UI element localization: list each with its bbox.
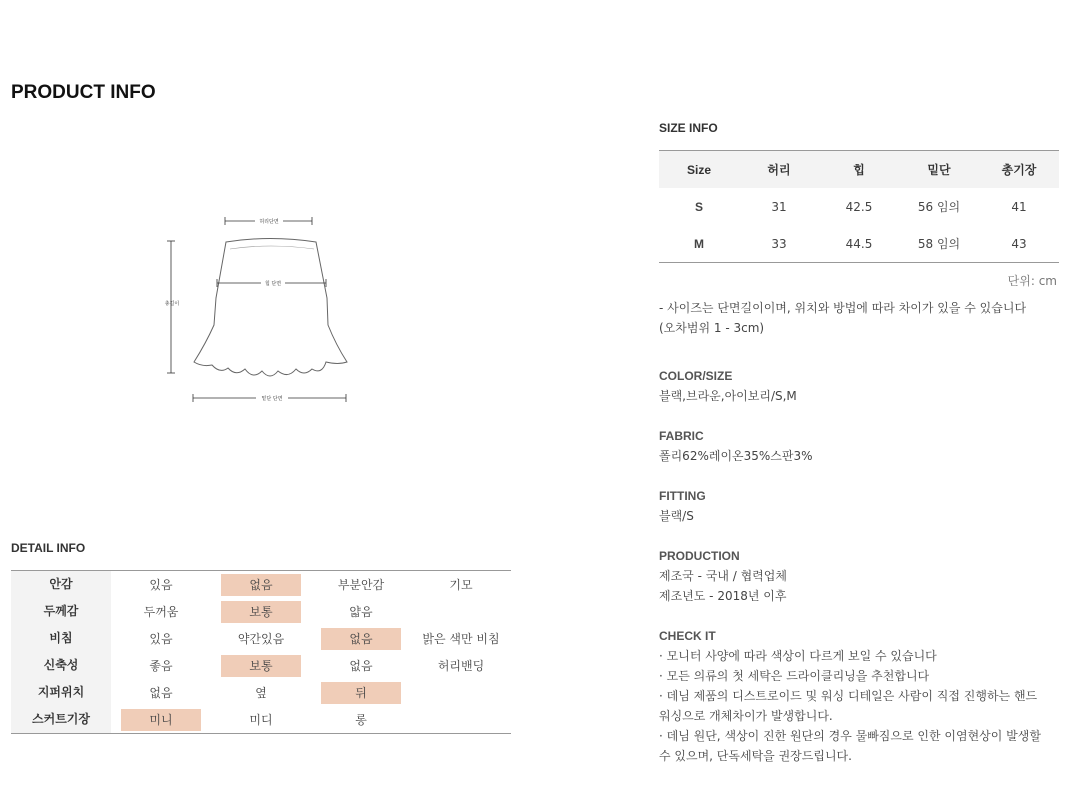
table-cell: 31 bbox=[771, 199, 787, 214]
detail-row-label: 두께감 bbox=[11, 598, 111, 625]
size-table bbox=[659, 150, 1059, 263]
detail-option-cell bbox=[111, 682, 211, 704]
detail-option-cell bbox=[311, 628, 411, 650]
detail-option-cell bbox=[211, 601, 311, 623]
detail-option-selected: 미니 bbox=[121, 709, 201, 731]
detail-option-cell bbox=[111, 655, 211, 677]
unit-label: 단위: cm bbox=[1007, 274, 1057, 288]
detail-option-cell bbox=[311, 682, 411, 704]
detail-option-cell bbox=[111, 628, 211, 650]
detail-option: 허리밴딩 bbox=[437, 658, 485, 673]
detail-option bbox=[421, 707, 501, 729]
fabric-title: FABRIC bbox=[659, 429, 704, 443]
detail-option-selected: 보통 bbox=[221, 601, 301, 623]
detail-option-selected: 뒤 bbox=[321, 682, 401, 704]
header-cell: Size bbox=[686, 162, 711, 177]
production-section bbox=[659, 546, 1064, 606]
table-row bbox=[11, 571, 511, 598]
detail-row-label: 비침 bbox=[11, 625, 111, 652]
table-cell: 44.5 bbox=[845, 236, 873, 251]
detail-option-cell bbox=[311, 574, 411, 596]
detail-row-label: 신축성 bbox=[11, 652, 111, 679]
table-cell: 42.5 bbox=[845, 199, 873, 214]
detail-option-selected: 없음 bbox=[221, 574, 301, 596]
detail-option: 약간있음 bbox=[237, 631, 285, 646]
fabric-section bbox=[659, 426, 1064, 466]
table-cell: 33 bbox=[771, 236, 787, 251]
table-row bbox=[11, 598, 511, 625]
detail-option-cell bbox=[211, 655, 311, 677]
detail-option-cell bbox=[311, 601, 411, 623]
table-cell: 43 bbox=[1011, 236, 1027, 251]
color-size-section bbox=[659, 366, 1064, 406]
detail-option: 밝은 색만 비침 bbox=[422, 631, 500, 646]
detail-option: 미디 bbox=[249, 712, 273, 727]
detail-option: 기모 bbox=[449, 577, 473, 592]
detail-option: 없음 bbox=[149, 685, 173, 700]
hem-label: 밑단 단면 bbox=[261, 396, 283, 402]
table-cell: S bbox=[694, 199, 703, 214]
production-title: PRODUCTION bbox=[659, 549, 740, 563]
length-measure-line bbox=[167, 241, 175, 373]
detail-option: 두꺼움 bbox=[143, 604, 179, 619]
check-it-section bbox=[659, 626, 1064, 766]
skirt-measurement-diagram bbox=[150, 205, 370, 415]
detail-option-cell bbox=[411, 707, 511, 732]
size-table-header bbox=[659, 151, 1059, 188]
table-row bbox=[11, 652, 511, 679]
detail-option-cell bbox=[111, 601, 211, 623]
color-size-title: COLOR/SIZE bbox=[659, 369, 733, 383]
detail-row-label: 지퍼위치 bbox=[11, 679, 111, 706]
detail-option: 부분안감 bbox=[337, 577, 385, 592]
detail-option bbox=[421, 680, 501, 702]
skirt-outline bbox=[194, 239, 347, 377]
table-row bbox=[11, 679, 511, 706]
check-it-line: · 모니터 사양에 따라 색상이 다르게 보일 수 있습니다 bbox=[659, 649, 937, 663]
detail-option-cell bbox=[111, 709, 211, 731]
detail-option: 옆 bbox=[255, 685, 267, 700]
detail-option-cell bbox=[211, 709, 311, 731]
detail-row-label: 스커트기장 bbox=[11, 706, 111, 733]
detail-table bbox=[11, 570, 511, 734]
detail-option: 없음 bbox=[349, 658, 373, 673]
table-cell: M bbox=[694, 236, 704, 251]
detail-option-cell bbox=[211, 574, 311, 596]
header-cell: 힙 bbox=[853, 163, 865, 177]
detail-option-cell bbox=[411, 574, 511, 596]
note-line: (오차범위 1 - 3cm) bbox=[659, 321, 765, 335]
header-cell: 총기장 bbox=[1001, 163, 1037, 177]
check-it-line: 수 있으며, 단독세탁을 권장드립니다. bbox=[659, 749, 852, 763]
table-row bbox=[659, 225, 1059, 262]
table-row bbox=[659, 188, 1059, 225]
detail-info-title: DETAIL INFO bbox=[11, 541, 86, 555]
table-row bbox=[11, 706, 511, 733]
detail-option-cell bbox=[411, 599, 511, 624]
detail-option-selected: 없음 bbox=[321, 628, 401, 650]
detail-option-cell bbox=[311, 709, 411, 731]
header-cell: 허리 bbox=[767, 163, 791, 177]
check-it-line: · 데님 원단, 색상이 진한 원단의 경우 물빠짐으로 인한 이염현상이 발생할 bbox=[659, 729, 1041, 743]
detail-option: 있음 bbox=[149, 631, 173, 646]
detail-option: 얇음 bbox=[349, 604, 373, 619]
table-cell: 56 임의 bbox=[917, 200, 961, 214]
table-cell: 58 임의 bbox=[917, 237, 961, 251]
note-line: - 사이즈는 단면길이이며, 위치와 방법에 따라 차이가 있을 수 있습니다 bbox=[659, 301, 1027, 315]
fitting-section bbox=[659, 486, 1064, 526]
detail-option-cell bbox=[211, 682, 311, 704]
detail-option-cell bbox=[411, 680, 511, 705]
table-cell: 41 bbox=[1011, 199, 1027, 214]
detail-option: 있음 bbox=[149, 577, 173, 592]
header-cell: 밑단 bbox=[927, 163, 951, 177]
waist-label: 허리단면 bbox=[259, 219, 279, 225]
length-label: 총길이 bbox=[164, 301, 180, 307]
detail-option-cell bbox=[411, 655, 511, 677]
color-size-line: 블랙,브라운,아이보리/S,M bbox=[659, 389, 797, 403]
detail-option-cell bbox=[411, 628, 511, 650]
table-row bbox=[11, 625, 511, 652]
hip-label: 힙 단면 bbox=[264, 281, 282, 287]
check-it-line: 워싱으로 개체차이가 발생합니다. bbox=[659, 709, 833, 723]
detail-option-cell bbox=[311, 655, 411, 677]
detail-option bbox=[421, 599, 501, 621]
fitting-line: 블랙/S bbox=[659, 509, 694, 523]
production-line: 제조국 - 국내 / 협력업체 bbox=[659, 569, 787, 583]
size-note bbox=[659, 298, 1059, 338]
fabric-line: 폴리62%레이온35%스판3% bbox=[659, 449, 813, 463]
check-it-title: CHECK IT bbox=[659, 629, 716, 643]
detail-option-selected: 보통 bbox=[221, 655, 301, 677]
check-it-line: · 모든 의류의 첫 세탁은 드라이클리닝을 추천합니다 bbox=[659, 669, 930, 683]
detail-option-cell bbox=[111, 574, 211, 596]
detail-row-label: 안감 bbox=[11, 571, 111, 598]
check-it-line: · 데님 제품의 디스트로이드 및 워싱 디테일은 사람이 직접 진행하는 핸드 bbox=[659, 689, 1038, 703]
production-line: 제조년도 - 2018년 이후 bbox=[659, 589, 787, 603]
detail-option-cell bbox=[211, 628, 311, 650]
detail-option: 좋음 bbox=[149, 658, 173, 673]
fitting-title: FITTING bbox=[659, 489, 706, 503]
size-info-title: SIZE INFO bbox=[659, 121, 718, 135]
page-title: PRODUCT INFO bbox=[11, 82, 156, 103]
detail-option: 롱 bbox=[355, 712, 367, 727]
